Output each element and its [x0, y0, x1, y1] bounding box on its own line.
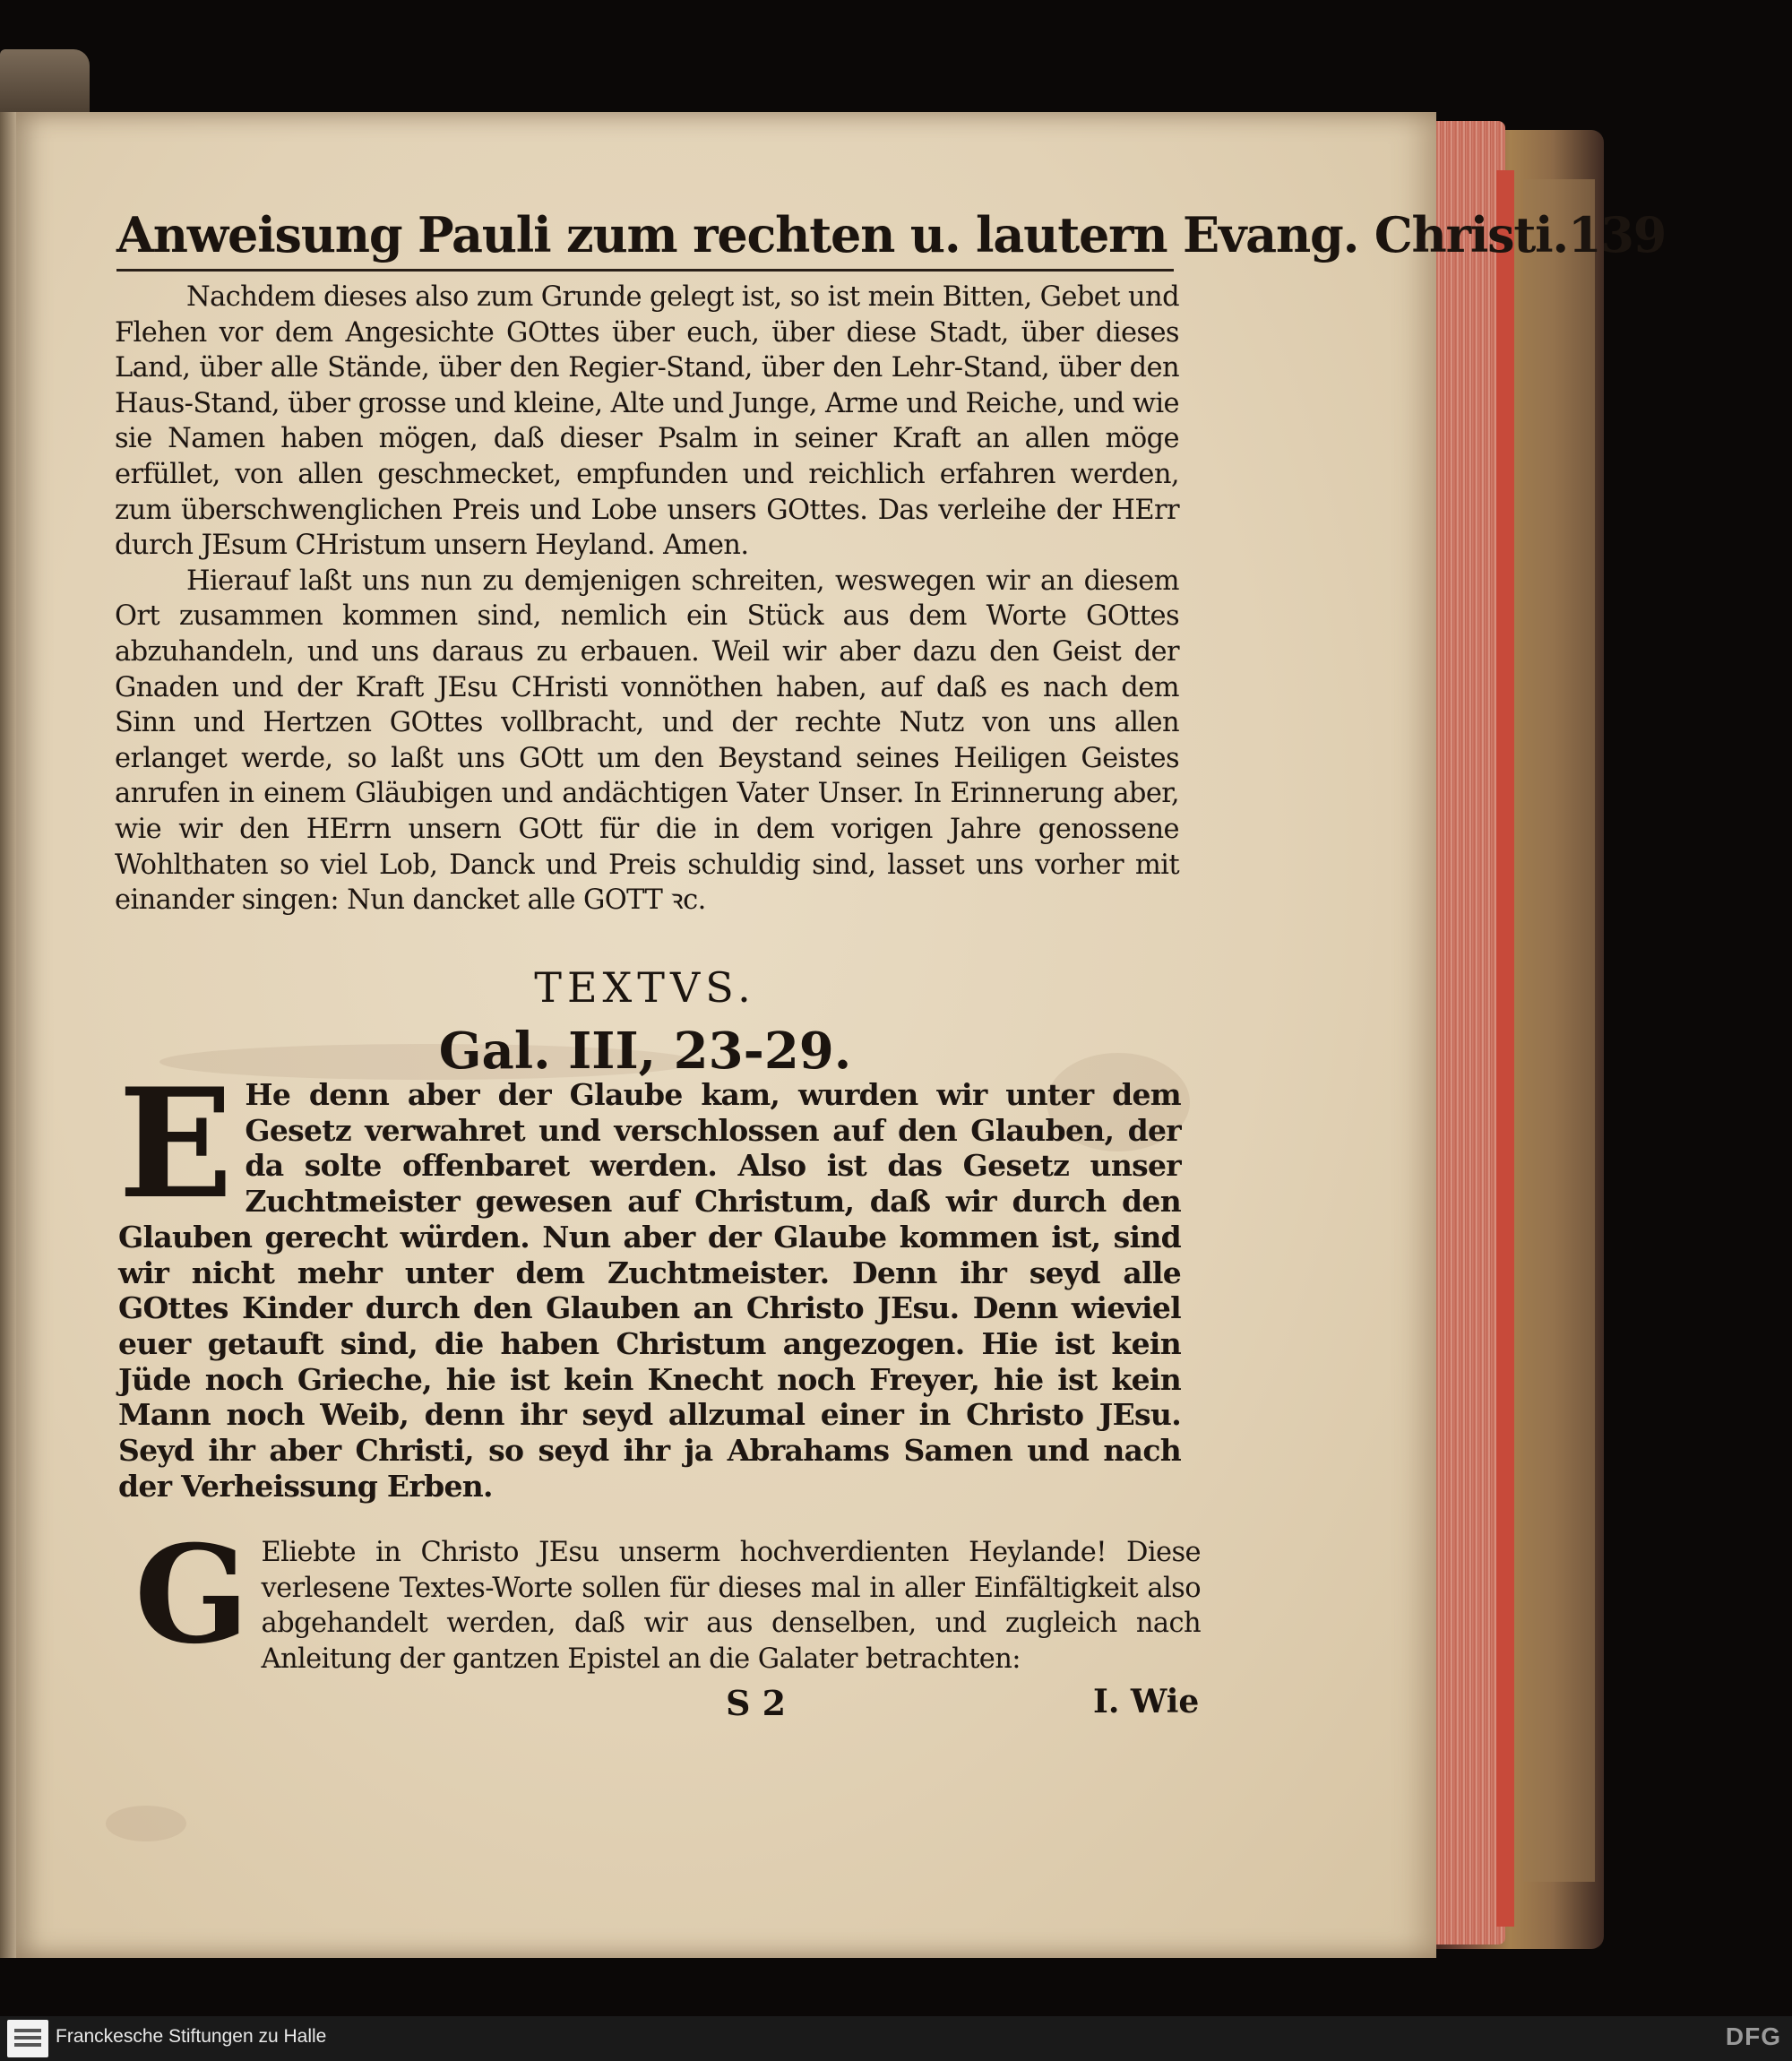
previous-page-edge	[0, 112, 16, 1958]
page-number: 139	[1568, 206, 1667, 263]
intro-paragraph-1: Nachdem dieses also zum Grunde gelegt ist, so ist mein Bitten, Gebet und Flehen vor dem Angesichte GOttes über euch, über diese Stadt, über dieses Land, über alle Stände, über den Regier-Stand, über den Lehr-Stand, über den Haus-Stand, über grosse und kleine, Alte und Junge, Arme und Reiche, und wie sie Namen haben mögen, daß dieser Psalm in seiner Kraft an allen möge erfüllet, von allen geschmecket, empfunden und reichlich erfahren werden, zum überschwenglichen Preis und Lobe unsers GOttes. Das verleihe der HErr durch JEsum CHristum unsern Heyland. Amen.	[115, 281, 1179, 562]
head-rule	[116, 269, 1174, 272]
book-cover-texture	[1523, 179, 1595, 1882]
signature-mark: S 2	[726, 1683, 787, 1723]
intro-text	[115, 280, 1179, 918]
catchword: I. Wie	[1093, 1683, 1200, 1720]
scripture-body: He denn aber der Glaube kam, wurden wir unter dem Gesetz verwahret und verschlossen auf den Glauben, der da solte offenbaret werden. Also ist das Gesetz unser Zuchtmeister gewesen auf Christum, daß wir durch den Glauben gerecht würden. Nun aber der Glaube kommen ist, sind wir nicht mehr unter dem Zuchtmeister. Denn ihr seyd alle GOttes Kinder durch den Glauben an Christo JEsu. Denn wieviel euer getauft sind, die haben Christum angezogen. Hie ist kein Jüde noch Grieche, hie ist kein Knecht noch Freyer, hie ist kein Mann noch Weib, denn ihr seyd allzumal einer in Christo JEsu. Seyd ihr aber Christi, so seyd ihr ja Abrahams Samen und nach der Verheissung Erben.	[118, 1077, 1181, 1504]
viewer-footer	[0, 2016, 1792, 2061]
drop-initial-g: G	[134, 1516, 249, 1674]
textus-reference: Gal. III, 23-29.	[438, 1022, 852, 1081]
intro-paragraph-2: Hierauf laßt uns nun zu demjenigen schreiten, weswegen wir an diesem Ort zusammen kommen sind, nemlich ein Stück aus dem Worte GOttes abzuhandeln, und uns daraus zu erbauen. Weil wir aber dazu den Geist der Gnaden und der Kraft JEsu CHristi vonnöthen haben, auf daß es nach dem Sinn und Hertzen GOttes vollbracht, und der rechte Nutz von uns allen erlanget werde, so laßt uns GOtt um den Beystand seines Heiligen Geistes anrufen in einem Gläubigen und andächtigen Vater Unser. In Erinnerung aber, wie wir den HErrn unsern GOtt für die in dem vorigen Jahre genossene Wohlthaten so viel Lob, Danck und Preis schuldig sind, lasset uns vorher mit einander singen: Nun dancket alle GOTT ꝛc.	[115, 565, 1179, 917]
running-head-title: Anweisung Pauli zum rechten u. lautern Evang. Christi.	[116, 206, 1569, 263]
binding-tab	[0, 49, 90, 116]
institution-logo-icon	[7, 2020, 48, 2057]
institution-name: Franckesche Stiftungen zu Halle	[56, 2026, 327, 2047]
scripture-text	[118, 1055, 1181, 1504]
running-head	[116, 206, 1667, 269]
dfg-logo: DFG	[1725, 2022, 1781, 2050]
show-through-smudge	[106, 1806, 186, 1841]
exposition-text	[134, 1516, 1201, 1677]
exposition-body: Eliebte in Christo JEsu unserm hochverdienten Heylande! Diese verlesene Textes-Worte sollen für dieses mal in aller Einfältigkeit also abgehandelt werden, daß wir aus denselben, und zugleich nach Anleitung der gantzen Epistel an die Galater betrachten:	[261, 1537, 1201, 1675]
red-edge-stripe	[1496, 170, 1514, 1927]
textus-label: TEXTVS.	[534, 963, 756, 1012]
drop-initial-e: E	[118, 1055, 233, 1232]
